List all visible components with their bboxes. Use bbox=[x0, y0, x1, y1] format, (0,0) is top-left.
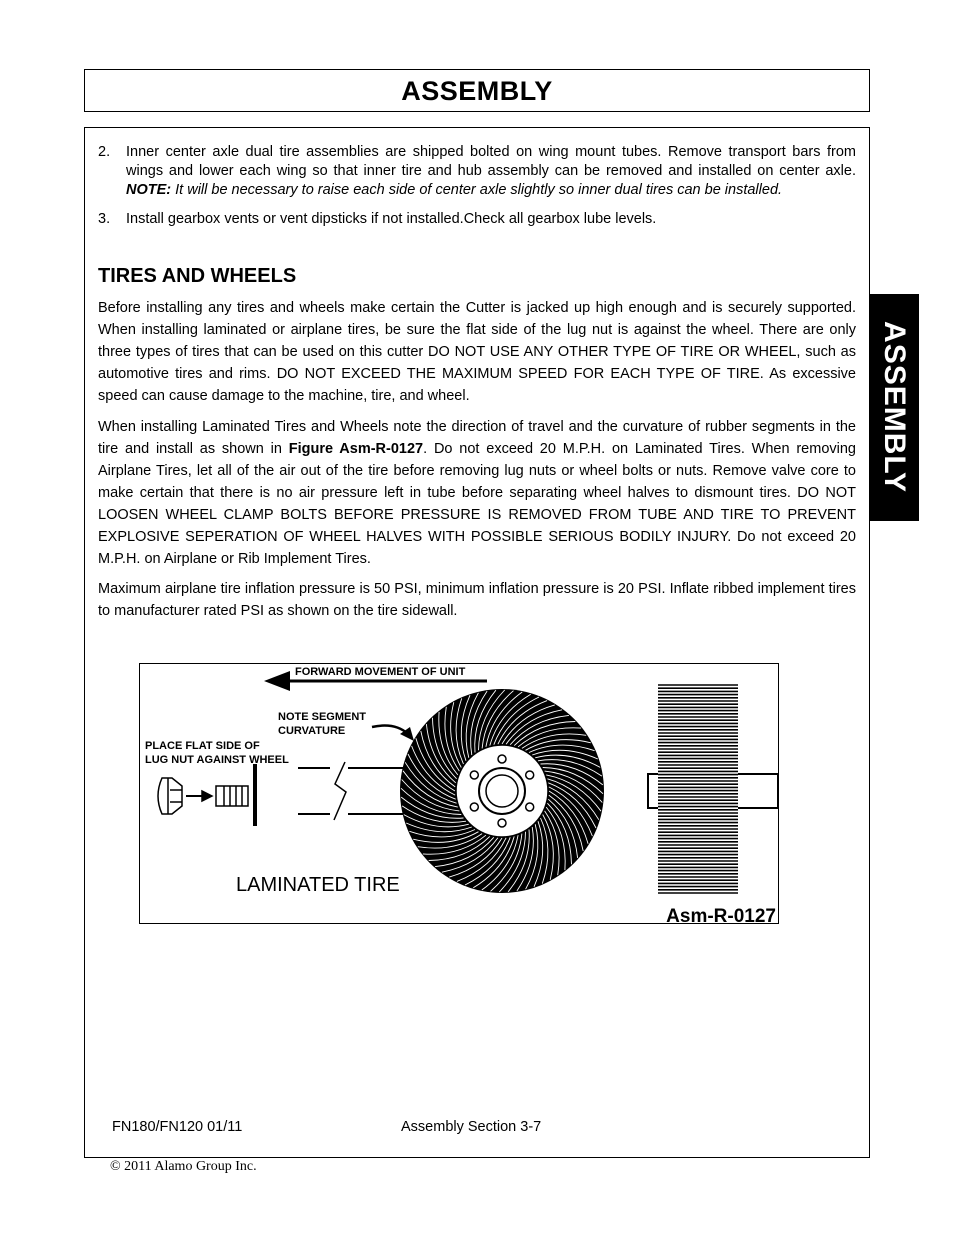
step-number: 2. bbox=[98, 144, 111, 160]
forward-label: FORWARD MOVEMENT OF UNIT bbox=[295, 666, 466, 678]
step-item-3 bbox=[98, 210, 856, 229]
footer-section: Assembly Section 3-7 bbox=[401, 1119, 542, 1135]
note-text: It will be necessary to raise each side of center axle slightly so inner dual tires can be installed. bbox=[171, 182, 783, 198]
section-heading: TIRES AND WHEELS bbox=[98, 265, 297, 287]
lug-label-2: LUG NUT AGAINST WHEEL bbox=[145, 754, 289, 766]
page-header bbox=[84, 69, 870, 112]
side-tab-label: ASSEMBLY bbox=[878, 321, 911, 493]
segment-label-2: CURVATURE bbox=[278, 725, 346, 737]
laminated-tire-icon bbox=[400, 689, 604, 893]
figure-reference: Figure Asm-R-0127 bbox=[288, 441, 424, 457]
figure-id: Asm-R-0127 bbox=[666, 906, 776, 925]
paragraph-laminated: When installing Laminated Tires and Wheels note the direction of travel and the curvature of rubber segments in the tire and install as shown in Figure Asm-R-0127. Do not exceed 20 M.P.H. on Laminated Tires. When removing Airplane Tires, let all of the air out of the tire before removing lug nuts or wheel bolts or nuts. Remove valve core to make certain that there is no air pressure left in tube before separating wheel halves to dismount tires. DO NOT LOOSEN WHEEL CLAMP BOLTS BEFORE PRESSURE IS REMOVED FROM TUBE AND TIRE TO PREVENT EXPLOSIVE SEPERATION OF WHEEL HALVES WITH POSSIBLE SERIOUS BODILY INJURY. Do not exceed 20 M.P.H. on Airplane or Rib Implement Tires. bbox=[98, 419, 856, 567]
note-label: NOTE: bbox=[126, 182, 172, 198]
curved-arrow-icon bbox=[372, 726, 414, 741]
segment-label-1: NOTE SEGMENT bbox=[278, 711, 367, 723]
step-text: Install gearbox vents or vent dipsticks if not installed.Check all gearbox lube levels. bbox=[126, 211, 657, 227]
tire-label: LAMINATED TIRE bbox=[236, 874, 400, 896]
axle-tube-icon bbox=[298, 762, 410, 820]
figure-laminated-tire bbox=[139, 663, 779, 924]
page-title: ASSEMBLY bbox=[401, 76, 553, 106]
paragraph-pressure: Maximum airplane tire inflation pressure is 50 PSI, minimum inflation pressure is 20 PSI. Inflate ribbed implement tires to manufacturer rated PSI as shown on the tire sidewall. bbox=[98, 581, 856, 619]
step-number: 3. bbox=[98, 211, 111, 227]
lug-label-1: PLACE FLAT SIDE OF bbox=[145, 740, 260, 752]
tire-edge-view-icon bbox=[648, 684, 778, 894]
lug-nut-icon bbox=[158, 764, 255, 826]
numbered-steps bbox=[98, 143, 856, 229]
step-text: Inner center axle dual tire assemblies are shipped bolted on wing mount tubes. Remove transport bars from wings and lower each wing so that inner tire and hub assembly can be removed and installed on center axle. bbox=[126, 144, 856, 179]
paragraph-tire-install: Before installing any tires and wheels make certain the Cutter is jacked up high enough and is securely supported. When installing laminated or airplane tires, be sure the flat side of the lug nut is against the wheel. There are only three types of tires that can be used on this cutter DO NOT USE ANY OTHER TYPE OF TIRE OR WHEEL, such as automotive tires and rims. DO NOT EXCEED THE MAXIMUM SPEED FOR EACH TYPE OF TIRE. As excessive speed can cause damage to the machine, tire, and wheel. bbox=[98, 300, 856, 404]
step-item-2 bbox=[98, 143, 856, 200]
footer-model: FN180/FN120 01/11 bbox=[112, 1119, 243, 1135]
section-side-tab bbox=[869, 294, 919, 521]
copyright: © 2011 Alamo Group Inc. bbox=[110, 1159, 257, 1174]
